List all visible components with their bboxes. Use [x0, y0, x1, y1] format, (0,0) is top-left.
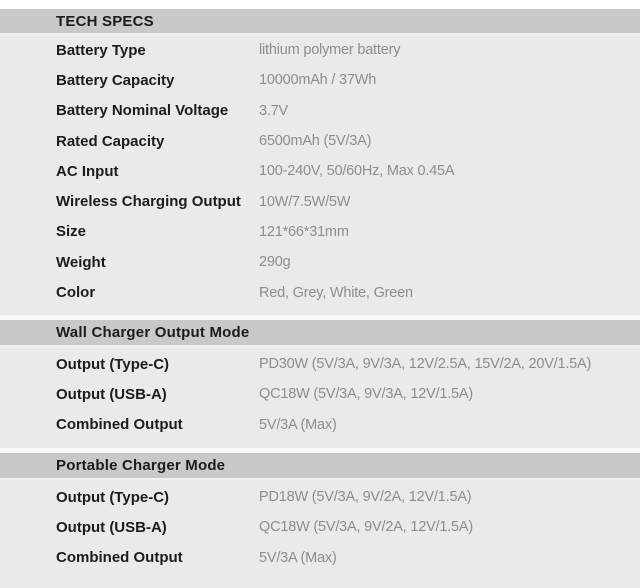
spec-row — [0, 186, 640, 216]
spec-label: Wireless Charging Output — [56, 193, 241, 211]
spec-row — [0, 410, 640, 440]
spec-label: Battery Capacity — [56, 71, 175, 89]
spec-row — [0, 543, 640, 573]
spec-value: 3.7V — [259, 102, 289, 119]
spec-row — [0, 379, 640, 409]
spec-value: 290g — [259, 254, 291, 271]
spec-value: 5V/3A (Max) — [259, 416, 337, 433]
spec-row — [0, 217, 640, 247]
section-title: Wall Charger Output Mode — [56, 324, 250, 341]
spec-value: 10W/7.5W/5W — [259, 193, 351, 210]
spec-value: 6500mAh (5V/3A) — [259, 133, 372, 150]
spec-label: Battery Nominal Voltage — [56, 102, 229, 120]
spec-label: AC Input — [56, 162, 119, 180]
section-title: Portable Charger Mode — [56, 457, 226, 474]
section-body-portable-charger — [0, 480, 640, 588]
spec-row — [0, 512, 640, 542]
spec-value: 100-240V, 50/60Hz, Max 0.45A — [259, 163, 455, 180]
spec-label: Battery Type — [56, 41, 146, 59]
spec-value: 10000mAh / 37Wh — [259, 72, 377, 89]
section-header-wall-charger — [0, 320, 640, 345]
spec-label: Output (USB-A) — [56, 385, 167, 403]
top-white-strip — [0, 0, 640, 9]
section-body-tech-specs — [0, 35, 640, 315]
spec-label: Output (USB-A) — [56, 518, 167, 536]
section-body-wall-charger — [0, 347, 640, 448]
spec-row — [0, 247, 640, 277]
spec-row — [0, 349, 640, 379]
spec-row — [0, 96, 640, 126]
spec-value: PD30W (5V/3A, 9V/3A, 12V/2.5A, 15V/2A, 20V/1.5A) — [259, 356, 592, 373]
spec-value: lithium polymer battery — [259, 42, 401, 59]
spec-value: 5V/3A (Max) — [259, 549, 337, 566]
section-title: TECH SPECS — [56, 12, 154, 30]
spec-value: PD18W (5V/3A, 9V/2A, 12V/1.5A) — [259, 489, 472, 506]
spec-value: QC18W (5V/3A, 9V/2A, 12V/1.5A) — [259, 519, 474, 536]
spec-row — [0, 35, 640, 65]
spec-row — [0, 156, 640, 186]
spec-row — [0, 65, 640, 95]
spec-value: Red, Grey, White, Green — [259, 284, 413, 301]
section-header-tech-specs — [0, 9, 640, 33]
spec-row — [0, 482, 640, 512]
spec-value: QC18W (5V/3A, 9V/3A, 12V/1.5A) — [259, 386, 474, 403]
spec-label: Output (Type-C) — [56, 488, 170, 506]
spec-label: Weight — [56, 253, 106, 271]
spec-row — [0, 277, 640, 307]
spec-label: Color — [56, 284, 96, 302]
spec-label: Rated Capacity — [56, 132, 165, 150]
spec-label: Size — [56, 223, 87, 241]
section-header-portable-charger — [0, 453, 640, 478]
spec-label: Combined Output — [56, 549, 183, 567]
spec-label: Output (Type-C) — [56, 355, 170, 373]
spec-value: 121*66*31mm — [259, 223, 349, 240]
spec-row — [0, 126, 640, 156]
spec-label: Combined Output — [56, 416, 183, 434]
